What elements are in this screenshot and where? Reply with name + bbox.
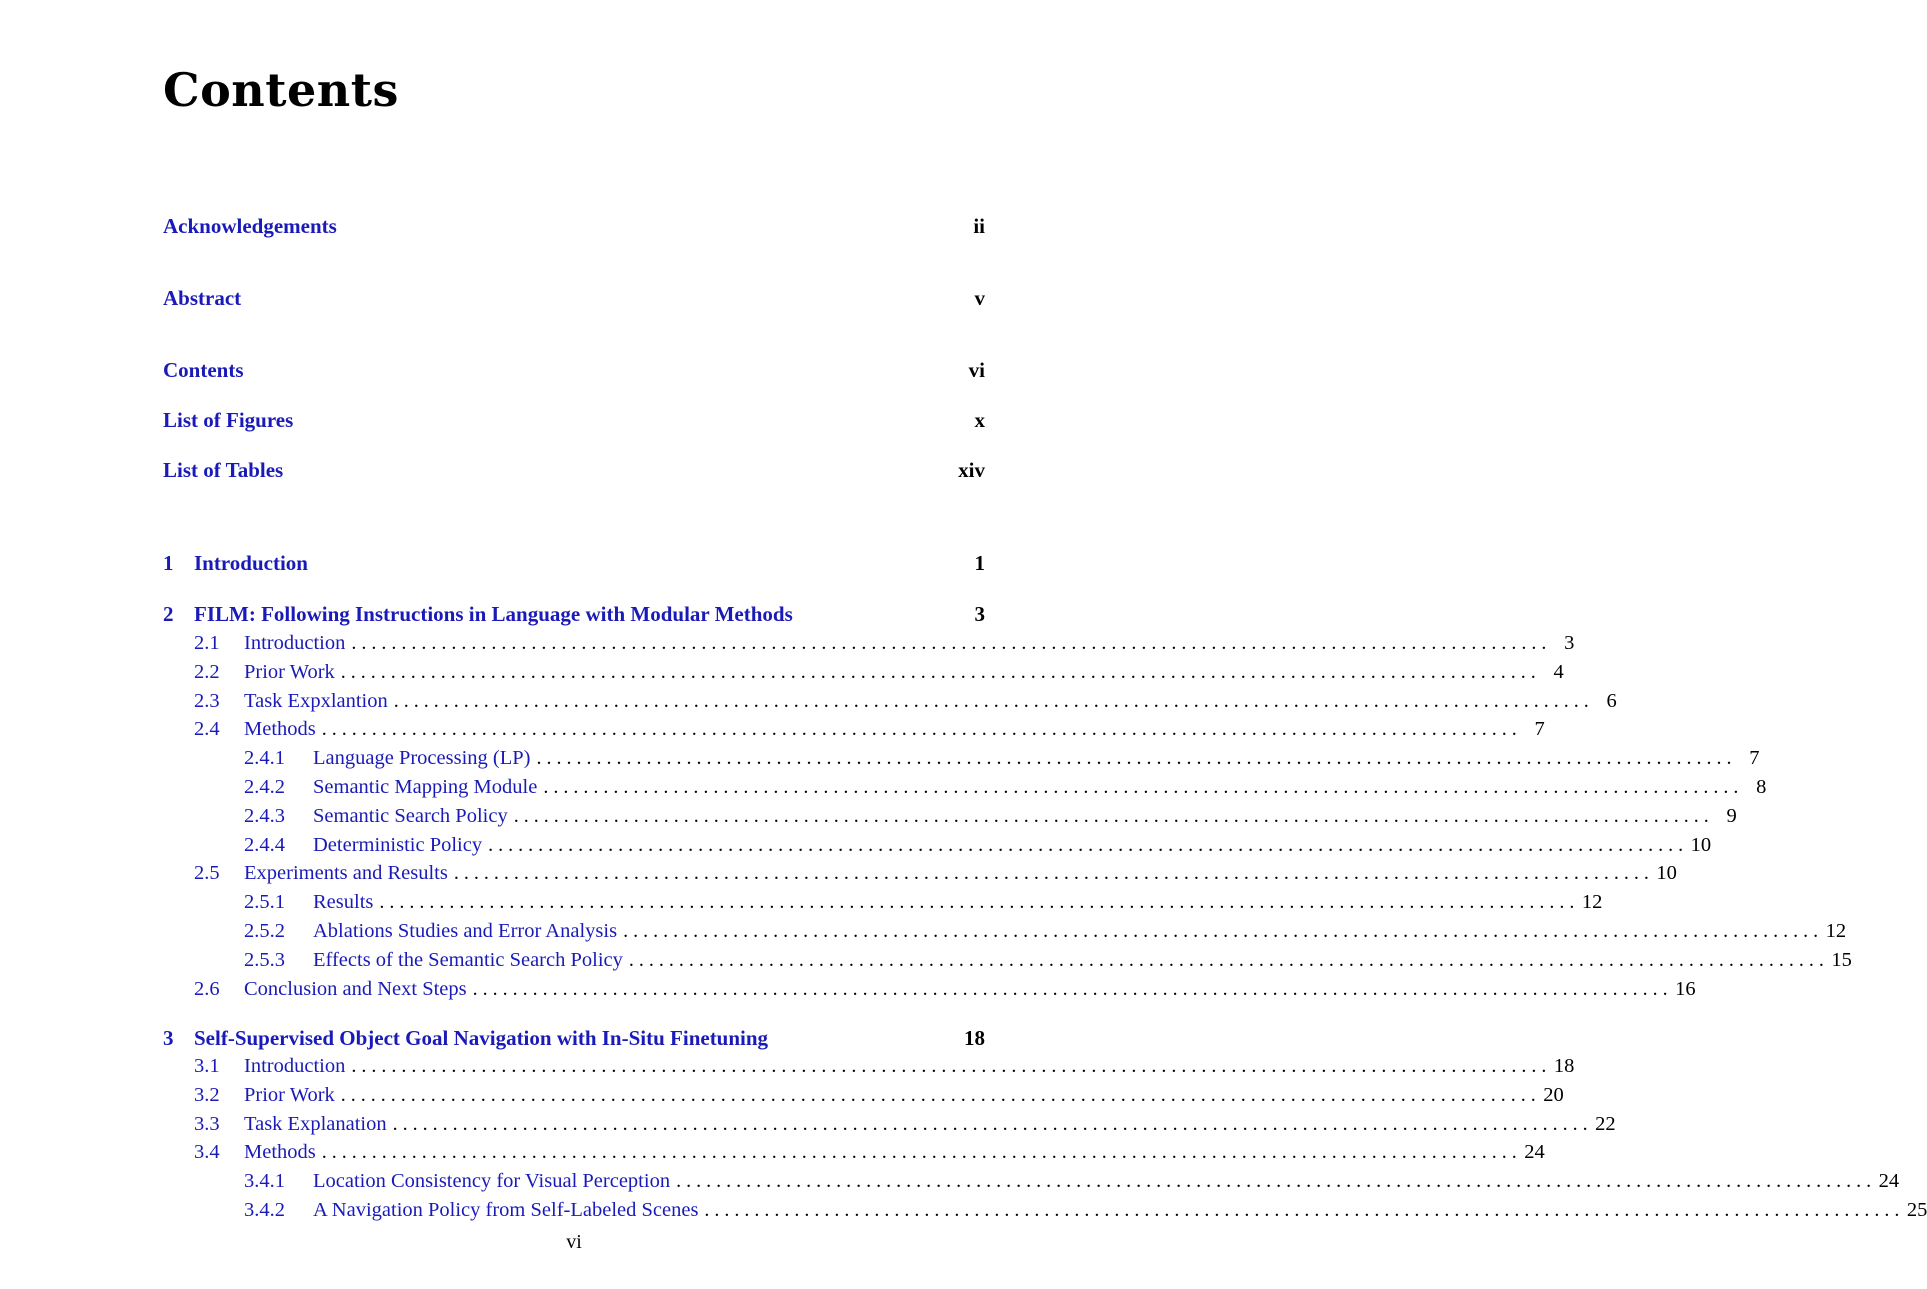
toc-section-link[interactable]	[194, 1084, 335, 1107]
toc-section-3-4-1[interactable]	[163, 1170, 1900, 1198]
toc-section-title: Introduction	[244, 1055, 346, 1077]
toc-section-number: 2.4.1	[244, 747, 285, 770]
toc-section-2-6[interactable]	[163, 977, 1696, 1006]
toc-dot-leader: . . . . . . . . . . . . . . . . . . . . . . . . . . . . . . . . . . . . . . . . . . . . . . . . . . . . . . . . . . . . . . . . . . . . . . . . . . . . . . . . . . . . . . . . . . . . . . . . . . . . . . . . . . . . . . . . . . . . . . . .	[628, 948, 1824, 971]
toc-chapter-3[interactable]	[163, 1026, 985, 1054]
toc-section-2-4[interactable]	[163, 718, 1545, 746]
toc-page-number: 18	[964, 1026, 985, 1050]
toc-page-number: 4	[1553, 660, 1564, 683]
toc-front-acknowledgements[interactable]	[163, 214, 985, 242]
toc-section-3-2[interactable]	[163, 1083, 1564, 1112]
toc-section-title: Prior Work	[244, 660, 335, 683]
toc-front-list-of-tables[interactable]	[163, 458, 985, 486]
toc-page-number: 16	[1675, 977, 1696, 1000]
toc-dot-leader: . . . . . . . . . . . . . . . . . . . . . . . . . . . . . . . . . . . . . . . . . . . . . . . . . . . . . . . . . . . . . . . . . . . . . . . . . . . . . . . . . . . . . . . . . . . . . . . . . . . . . . . . . . . . . . . . . . . . . . . .	[351, 632, 1547, 654]
toc-chapter-number: 3	[163, 1026, 174, 1050]
toc-section-number: 2.5.2	[244, 920, 285, 942]
toc-dot-leader: . . . . . . . . . . . . . . . . . . . . . . . . . . . . . . . . . . . . . . . . . . . . . . . . . . . . . . . . . . . . . . . . . . . . . . . . . . . . . . . . . . . . . . . . . . . . . . . . . . . . . . . . . . . . . . . . . . . . . . . .	[488, 833, 1684, 856]
toc-section-number: 3.4.2	[244, 1199, 285, 1221]
toc-section-title: Location Consistency for Visual Perception	[313, 1170, 671, 1193]
toc-section-2-4-3[interactable]	[163, 804, 1737, 833]
page-title: Contents	[163, 63, 399, 117]
toc-section-number: 2.5	[194, 862, 220, 885]
toc-section-2-4-2[interactable]	[163, 776, 1767, 804]
toc-page-number: 24	[1878, 1170, 1900, 1193]
toc-chapter-number: 1	[163, 551, 174, 575]
toc-page-number: 10	[1690, 833, 1712, 856]
toc-dot-leader: . . . . . . . . . . . . . . . . . . . . . . . . . . . . . . . . . . . . . . . . . . . . . . . . . . . . . . . . . . . . . . . . . . . . . . . . . . . . . . . . . . . . . . . . . . . . . . . . . . . . . . . . . . . . . . . . . . . . . . . .	[340, 660, 1536, 683]
toc-chapter-number: 2	[163, 602, 174, 626]
toc-section-3-4-2[interactable]	[163, 1199, 1927, 1227]
toc-entry-label[interactable]: List of Figures	[163, 408, 294, 432]
toc-chapter-title: Introduction	[194, 551, 308, 575]
toc-section-3-1[interactable]	[163, 1055, 1575, 1083]
toc-page-number: 7	[1534, 718, 1545, 741]
toc-chapter-link[interactable]	[163, 602, 793, 627]
toc-section-link[interactable]	[244, 920, 617, 943]
toc-section-link[interactable]	[194, 862, 448, 885]
toc-dot-leader: . . . . . . . . . . . . . . . . . . . . . . . . . . . . . . . . . . . . . . . . . . . . . . . . . . . . . . . . . . . . . . . . . . . . . . . . . . . . . . . . . . . . . . . . . . . . . . . . . . . . . . . . . . . . . . . . . . . . . . . .	[676, 1170, 1872, 1193]
toc-section-2-5-3[interactable]	[163, 948, 1852, 977]
toc-section-title: Task Expxlantion	[244, 689, 388, 712]
toc-page-number: 20	[1543, 1083, 1564, 1106]
toc-page-number: 25	[1906, 1199, 1927, 1221]
toc-section-2-5-2[interactable]	[163, 920, 1847, 948]
toc-chapter-2[interactable]	[163, 602, 985, 630]
toc-section-link[interactable]	[194, 1141, 316, 1164]
toc-page-number: 6	[1606, 689, 1617, 712]
page-footer-number: vi	[566, 1231, 582, 1253]
toc-page-number: 7	[1749, 747, 1760, 770]
toc-page-number: 12	[1581, 891, 1603, 914]
toc-section-number: 3.4.1	[244, 1170, 285, 1193]
toc-section-2-4-4[interactable]	[163, 833, 1712, 862]
toc-entry-label[interactable]: List of Tables	[163, 458, 284, 482]
toc-section-link[interactable]	[194, 690, 388, 713]
toc-section-number: 2.5.1	[244, 891, 285, 914]
toc-section-title: A Navigation Policy from Self-Labeled Scenes	[313, 1199, 699, 1221]
toc-section-title: Effects of the Semantic Search Policy	[313, 948, 623, 971]
toc-section-number: 2.4.2	[244, 776, 285, 798]
toc-page-number: 1	[974, 551, 985, 575]
toc-section-title: Methods	[244, 1141, 316, 1164]
toc-section-2-1[interactable]	[163, 632, 1575, 660]
toc-section-title: Methods	[244, 718, 316, 741]
toc-section-title: Language Processing (LP)	[313, 747, 531, 770]
toc-page-number: xiv	[958, 458, 985, 482]
toc-section-link[interactable]	[244, 805, 508, 828]
toc-section-link[interactable]	[244, 1170, 670, 1193]
toc-section-3-4[interactable]	[163, 1141, 1545, 1169]
toc-section-link[interactable]	[244, 891, 373, 914]
toc-front-abstract[interactable]	[163, 286, 985, 314]
toc-section-number: 2.6	[194, 977, 220, 1000]
toc-page-number: 3	[1564, 632, 1575, 654]
toc-section-link[interactable]	[194, 718, 316, 741]
toc-page-number: v	[974, 286, 985, 310]
toc-entry-label[interactable]: Abstract	[163, 286, 242, 310]
toc-section-link[interactable]	[194, 978, 467, 1001]
toc-dot-leader: . . . . . . . . . . . . . . . . . . . . . . . . . . . . . . . . . . . . . . . . . . . . . . . . . . . . . . . . . . . . . . . . . . . . . . . . . . . . . . . . . . . . . . . . . . . . . . . . . . . . . . . . . . . . . . . . . . . . . . . .	[340, 1083, 1536, 1106]
toc-chapter-link[interactable]	[163, 1026, 768, 1051]
toc-section-title: Introduction	[244, 632, 346, 654]
toc-section-number: 2.1	[194, 632, 220, 654]
toc-dot-leader: . . . . . . . . . . . . . . . . . . . . . . . . . . . . . . . . . . . . . . . . . . . . . . . . . . . . . . . . . . . . . . . . . . . . . . . . . . . . . . . . . . . . . . . . . . . . . . . . . . . . . . . . . . . . . . . . . . . . . . . .	[623, 920, 1819, 942]
toc-chapter-title: FILM: Following Instructions in Language with Modular Methods	[194, 602, 793, 626]
toc-dot-leader: . . . . . . . . . . . . . . . . . . . . . . . . . . . . . . . . . . . . . . . . . . . . . . . . . . . . . . . . . . . . . . . . . . . . . . . . . . . . . . . . . . . . . . . . . . . . . . . . . . . . . . . . . . . . . . . . . . . . . . . .	[472, 977, 1668, 1000]
toc-section-link[interactable]	[244, 834, 482, 857]
toc-section-link[interactable]	[244, 747, 530, 770]
toc-section-title: Semantic Mapping Module	[313, 776, 538, 798]
toc-section-title: Experiments and Results	[244, 862, 448, 885]
toc-section-number: 2.4.3	[244, 804, 285, 827]
toc-section-number: 2.5.3	[244, 948, 285, 971]
toc-page-number: 8	[1756, 776, 1767, 798]
toc-page-number: 10	[1656, 862, 1677, 885]
toc-page-number: 9	[1726, 804, 1737, 827]
toc-section-link[interactable]	[194, 1113, 387, 1136]
toc-section-number: 2.3	[194, 689, 220, 712]
toc-entry-label[interactable]: Acknowledgements	[163, 214, 337, 238]
toc-section-title: Semantic Search Policy	[313, 804, 508, 827]
toc-dot-leader: . . . . . . . . . . . . . . . . . . . . . . . . . . . . . . . . . . . . . . . . . . . . . . . . . . . . . . . . . . . . . . . . . . . . . . . . . . . . . . . . . . . . . . . . . . . . . . . . . . . . . . . . . . . . . . . . . . . . . . . .	[379, 891, 1575, 914]
toc-front-list-of-figures[interactable]	[163, 408, 985, 436]
toc-section-link[interactable]	[244, 1199, 698, 1222]
toc-page-number: 15	[1831, 948, 1852, 971]
toc-section-number: 3.3	[194, 1112, 220, 1135]
toc-section-number: 2.4.4	[244, 833, 285, 856]
toc-section-number: 3.2	[194, 1083, 220, 1106]
toc-section-title: Task Explanation	[244, 1112, 387, 1135]
toc-section-link[interactable]	[194, 661, 335, 684]
toc-chapter-1[interactable]	[163, 551, 985, 579]
toc-chapter-link[interactable]	[163, 551, 308, 576]
toc-page-number: 18	[1553, 1055, 1575, 1077]
toc-dot-leader: . . . . . . . . . . . . . . . . . . . . . . . . . . . . . . . . . . . . . . . . . . . . . . . . . . . . . . . . . . . . . . . . . . . . . . . . . . . . . . . . . . . . . . . . . . . . . . . . . . . . . . . . . . . . . . . . . . . . . . . .	[393, 689, 1589, 712]
toc-section-link[interactable]	[244, 949, 623, 972]
toc-dot-leader: . . . . . . . . . . . . . . . . . . . . . . . . . . . . . . . . . . . . . . . . . . . . . . . . . . . . . . . . . . . . . . . . . . . . . . . . . . . . . . . . . . . . . . . . . . . . . . . . . . . . . . . . . . . . . . . . . . . . . . . .	[513, 804, 1709, 827]
toc-page-number: 24	[1524, 1141, 1545, 1164]
toc-page-number: vi	[968, 358, 985, 382]
toc-dot-leader: . . . . . . . . . . . . . . . . . . . . . . . . . . . . . . . . . . . . . . . . . . . . . . . . . . . . . . . . . . . . . . . . . . . . . . . . . . . . . . . . . . . . . . . . . . . . . . . . . . . . . . . . . . . . . . . . . . . . . . . .	[704, 1199, 1900, 1221]
toc-dot-leader: . . . . . . . . . . . . . . . . . . . . . . . . . . . . . . . . . . . . . . . . . . . . . . . . . . . . . . . . . . . . . . . . . . . . . . . . . . . . . . . . . . . . . . . . . . . . . . . . . . . . . . . . . . . . . . . . . . . . . . . .	[543, 776, 1739, 798]
toc-section-title: Deterministic Policy	[313, 833, 483, 856]
toc-page-number: 12	[1825, 920, 1847, 942]
toc-dot-leader: . . . . . . . . . . . . . . . . . . . . . . . . . . . . . . . . . . . . . . . . . . . . . . . . . . . . . . . . . . . . . . . . . . . . . . . . . . . . . . . . . . . . . . . . . . . . . . . . . . . . . . . . . . . . . . . . . . . . . . . .	[321, 718, 1517, 741]
toc-front-contents[interactable]	[163, 358, 985, 386]
toc-section-link[interactable]	[194, 1055, 345, 1078]
toc-dot-leader: . . . . . . . . . . . . . . . . . . . . . . . . . . . . . . . . . . . . . . . . . . . . . . . . . . . . . . . . . . . . . . . . . . . . . . . . . . . . . . . . . . . . . . . . . . . . . . . . . . . . . . . . . . . . . . . . . . . . . . . .	[351, 1055, 1547, 1077]
toc-section-number: 2.4	[194, 718, 220, 741]
toc-dot-leader: . . . . . . . . . . . . . . . . . . . . . . . . . . . . . . . . . . . . . . . . . . . . . . . . . . . . . . . . . . . . . . . . . . . . . . . . . . . . . . . . . . . . . . . . . . . . . . . . . . . . . . . . . . . . . . . . . . . . . . . .	[453, 862, 1649, 885]
toc-section-number: 2.2	[194, 660, 220, 683]
toc-section-2-5-1[interactable]	[163, 891, 1603, 919]
toc-section-link[interactable]	[194, 632, 345, 655]
toc-section-title: Prior Work	[244, 1083, 335, 1106]
toc-section-title: Ablations Studies and Error Analysis	[313, 920, 618, 942]
toc-section-2-5[interactable]	[163, 862, 1677, 890]
toc-section-3-3[interactable]	[163, 1112, 1616, 1141]
toc-section-number: 3.4	[194, 1141, 220, 1164]
toc-dot-leader: . . . . . . . . . . . . . . . . . . . . . . . . . . . . . . . . . . . . . . . . . . . . . . . . . . . . . . . . . . . . . . . . . . . . . . . . . . . . . . . . . . . . . . . . . . . . . . . . . . . . . . . . . . . . . . . . . . . . . . . .	[392, 1112, 1588, 1135]
toc-page-number: 22	[1595, 1112, 1616, 1135]
toc-section-2-4-1[interactable]	[163, 747, 1760, 775]
toc-page-number: 3	[974, 602, 985, 626]
toc-chapter-title: Self-Supervised Object Goal Navigation with In-Situ Finetuning	[194, 1026, 769, 1050]
toc-entry-label[interactable]: Contents	[163, 358, 244, 382]
toc-section-2-3[interactable]	[163, 689, 1617, 718]
toc-dot-leader: . . . . . . . . . . . . . . . . . . . . . . . . . . . . . . . . . . . . . . . . . . . . . . . . . . . . . . . . . . . . . . . . . . . . . . . . . . . . . . . . . . . . . . . . . . . . . . . . . . . . . . . . . . . . . . . . . . . . . . . .	[536, 747, 1732, 770]
toc-section-number: 3.1	[194, 1055, 220, 1077]
toc-section-2-2[interactable]	[163, 660, 1564, 689]
toc-section-title: Conclusion and Next Steps	[244, 977, 467, 1000]
toc-section-link[interactable]	[244, 776, 537, 799]
toc-dot-leader: . . . . . . . . . . . . . . . . . . . . . . . . . . . . . . . . . . . . . . . . . . . . . . . . . . . . . . . . . . . . . . . . . . . . . . . . . . . . . . . . . . . . . . . . . . . . . . . . . . . . . . . . . . . . . . . . . . . . . . . .	[321, 1141, 1517, 1164]
toc-section-title: Results	[313, 891, 374, 914]
toc-page-number: x	[974, 408, 985, 432]
toc-page-number: ii	[973, 214, 985, 238]
